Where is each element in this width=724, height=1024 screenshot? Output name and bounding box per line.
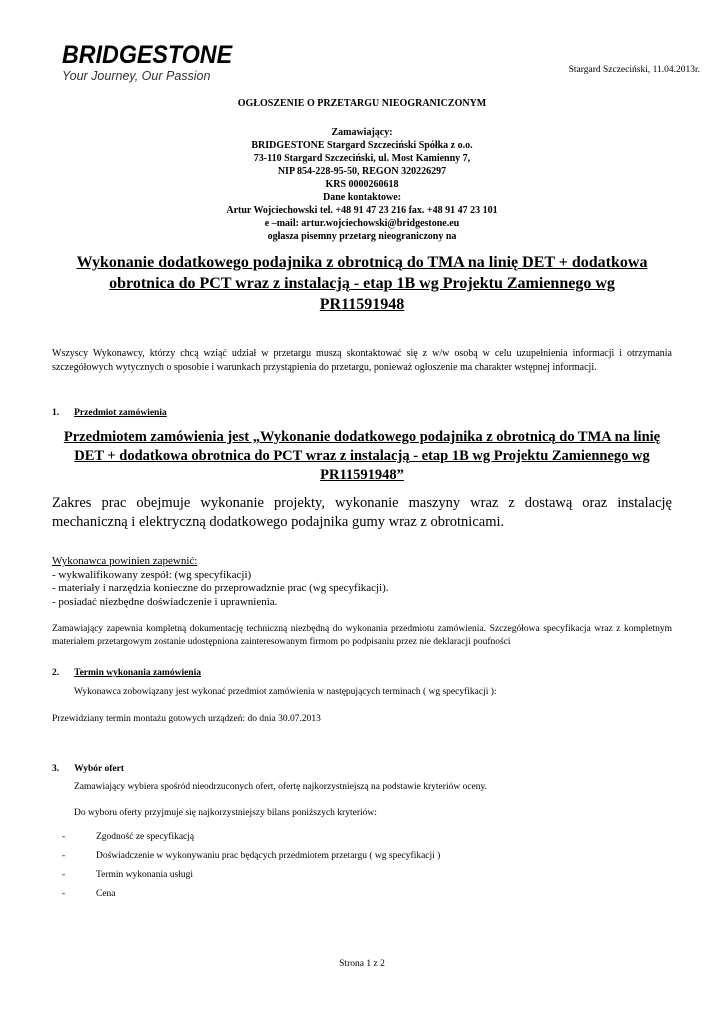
company-address: 73-110 Stargard Szczeciński, ul. Most Kamienny 7,	[253, 153, 471, 164]
documentation-paragraph: Zamawiający zapewnia kompletną dokumentację techniczną niezbędną do wykonania przedmiotu zamówienia. Szczegółowa specyfikacja wraz z kompletnym materiałem przetargowym zostanie udostępniona zainteresowanym firmom po podpisaniu przez nie deklaracji poufności	[52, 624, 672, 647]
contact-label: Zamawiający:	[331, 127, 393, 138]
requirements-heading: Wykonawca powinien zapewnić:	[52, 555, 198, 567]
announces-text: ogłasza pisemny przetarg nieograniczony na	[267, 231, 457, 242]
company-krs: KRS 0000260618	[325, 179, 399, 190]
deadline-text: Wykonawca zobowiązany jest wykonać przedmiot zamówienia w następujących terminach ( wg specyfikacji ):	[74, 687, 497, 697]
company-nip-regon: NIP 854-228-95-50, REGON 320226297	[277, 166, 447, 177]
criterion-text: Cena	[96, 889, 116, 899]
section-3-number: 3.	[52, 764, 60, 774]
section-1-heading	[52, 402, 167, 420]
contact-email: e –mail: artur.wojciechowski@bridgestone.eu	[264, 218, 460, 229]
contact-person: Artur Wojciechowski tel. +48 91 47 23 216 fax. +48 91 47 23 101	[226, 205, 498, 216]
bridgestone-logo	[62, 42, 242, 83]
subject-statement	[55, 428, 669, 485]
selection-text-1: Zamawiający wybiera spośród nieodrzuconych ofert, ofertę najkorzystniejszą na podstawie kryteriów oceny.	[74, 782, 488, 792]
criterion-text: Doświadczenie w wykonywaniu prac będących przedmiotem przetargu ( wg specyfikacji )	[96, 851, 441, 861]
section-2-number: 2.	[52, 668, 60, 678]
section-2-heading	[52, 662, 201, 680]
planned-date: Przewidziany termin montażu gotowych urządzeń: do dnia 30.07.2013	[52, 714, 321, 724]
requirement-item: - materiały i narzędzia konieczne do przeprowadznie prac (wg specyfikacji).	[52, 582, 389, 594]
section-3-label: Wybór ofert	[74, 764, 124, 774]
tender-title	[50, 252, 674, 315]
criterion-text: Zgodność ze specyfikacją	[96, 832, 195, 842]
selection-text-2: Do wyboru oferty przyjmuje się najkorzystniejszy bilans poniższych kryteriów:	[74, 808, 377, 818]
title-line-1: Wykonanie dodatkowego podajnika z obrotnicą do TMA na linię DET + dodatkowa	[76, 254, 648, 271]
subject-line-1: Przedmiotem zamówienia jest „Wykonanie dodatkowego podajnika z obrotnicą do TMA na linię	[63, 429, 661, 445]
logo-wordmark: BRIDGESTONE	[62, 41, 233, 69]
section-2-label: Termin wykonania zamówienia	[74, 668, 201, 678]
criterion-text: Termin wykonania usługi	[96, 870, 193, 880]
list-dash: -	[62, 889, 66, 899]
page-footer: Strona 1 z 2	[339, 959, 385, 969]
contact-block	[0, 126, 724, 243]
requirements-block	[52, 555, 389, 609]
subject-line-3: PR11591948”	[320, 467, 404, 483]
list-dash: -	[62, 870, 66, 880]
list-dash: -	[62, 832, 66, 842]
intro-paragraph: Wszyscy Wykonawcy, którzy chcą wziąć udział w przetargu muszą skontaktować się z w/w osobą w celu uzupełnienia informacji i otrzymania szczegółowych wytycznych o sposobie i warunkach przystąpienia do przetargu, ponieważ ogłoszenie ma charakter wstępnej informacji.	[52, 348, 672, 373]
title-line-2: obrotnica do PCT wraz z instalacją - etap 1B wg Projektu Zamiennego wg	[109, 275, 615, 292]
section-1-label: Przedmiot zamówienia	[74, 408, 167, 418]
date-line: Stargard Szczeciński, 11.04.2013r.	[568, 65, 700, 75]
logo-tagline: Your Journey, Our Passion	[62, 69, 211, 83]
list-dash: -	[62, 851, 66, 861]
subject-line-2: DET + dodatkowa obrotnica do PCT wraz z instalacją - etap 1B wg Projektu Zamiennego wg	[74, 448, 650, 464]
requirement-item: - posiadać niezbędne doświadczenie i uprawnienia.	[52, 595, 278, 608]
announcement-heading: OGŁOSZENIE O PRZETARGU NIEOGRANICZONYM	[237, 98, 487, 109]
company-name: BRIDGESTONE Stargard Szczeciński Spółka z o.o.	[251, 140, 473, 151]
scope-paragraph: Zakres prac obejmuje wykonanie projekty, wykonanie maszyny wraz z dostawą oraz instalację mechaniczną i elektryczną dodatkowego podajnika gumy wraz z obrotnicami.	[52, 495, 672, 530]
requirement-item: - wykwalifikowany zespół: (wg specyfikacji)	[52, 568, 252, 581]
title-line-3: PR11591948	[319, 296, 405, 313]
contacts-label: Dane kontaktowe:	[322, 192, 402, 203]
section-3-heading	[52, 758, 124, 776]
section-1-number: 1.	[52, 408, 60, 418]
